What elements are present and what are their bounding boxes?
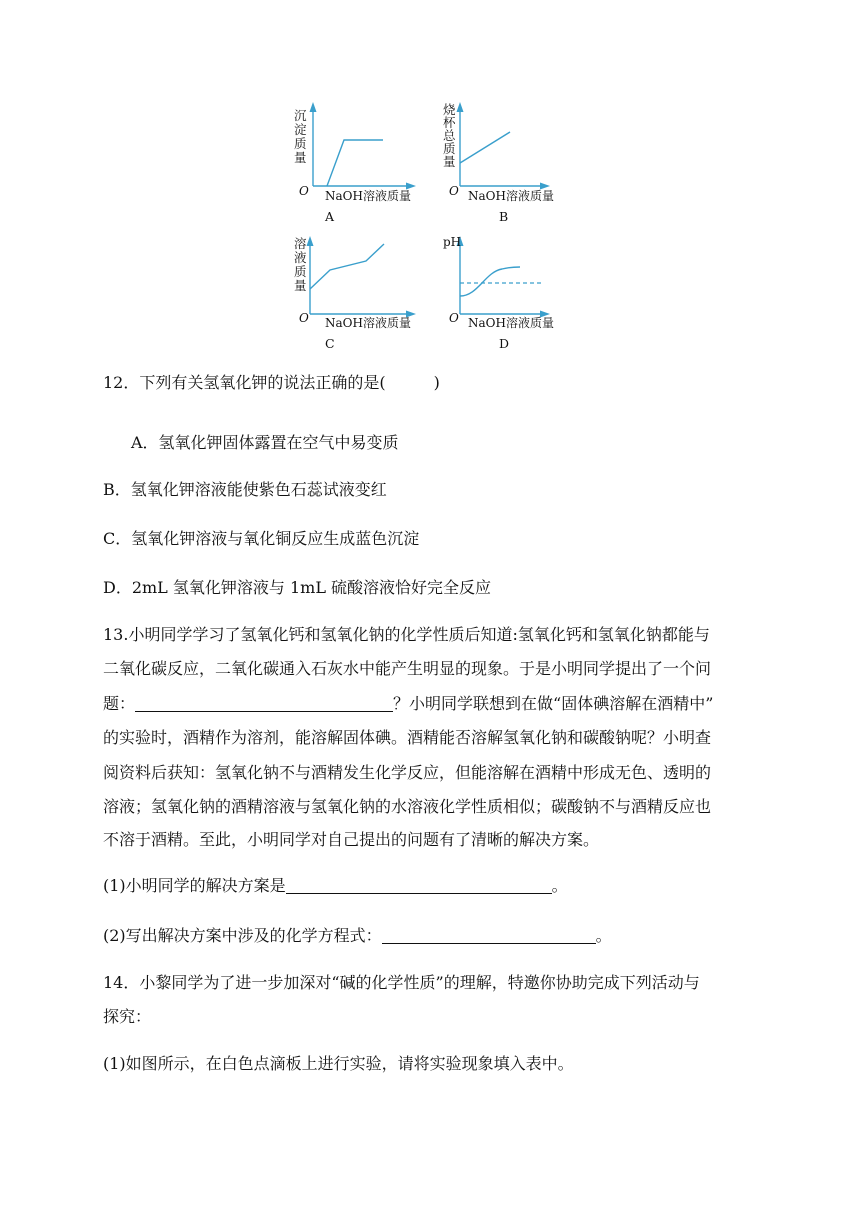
graph-c-xlabel: NaOH溶液质量 xyxy=(325,316,411,330)
graph-c-origin: O xyxy=(299,311,309,325)
q13-sub-2 xyxy=(103,926,612,946)
q13-sub-1 xyxy=(103,876,568,896)
graph-b-xlabel: NaOH溶液质量 xyxy=(468,189,554,203)
graph-a-curve xyxy=(327,140,383,186)
q13-line-3-start: 题： xyxy=(103,694,136,713)
graph-b xyxy=(443,102,554,224)
graph-d-xlabel: NaOH溶液质量 xyxy=(468,316,554,330)
graph-c xyxy=(294,236,416,350)
q13-line-4: 的实验时，酒精作为溶剂，能溶解固体碘。酒精能否溶解氢氧化钠和碳酸钠呢？小明查 xyxy=(103,728,712,747)
q14-line-1: 14．小黎同学为了进一步加深对“碱的化学性质”的理解，特邀你协助完成下列活动与 xyxy=(103,973,700,992)
q13-sub-2-end: 。 xyxy=(595,926,612,945)
q12-option-b: B．氢氧化钾溶液能使紫色石蕊试液变红 xyxy=(103,480,387,499)
graph-b-ylabel: 烧 杯 总 质 量 xyxy=(443,102,456,169)
q13-line-1: 13.小明同学学习了氢氧化钙和氢氧化钠的化学性质后知道:氢氧化钙和氢氧化钠都能与 xyxy=(103,625,710,644)
graph-c-label: C xyxy=(325,336,335,350)
q12-option-a: A．氢氧化钾固体露置在空气中易变质 xyxy=(131,433,399,452)
q13-line-3-end: ？小明同学联想到在做“固体碘溶解在酒精中” xyxy=(393,694,714,713)
q12-option-c: C．氢氧化钾溶液与氧化铜反应生成蓝色沉淀 xyxy=(103,529,420,548)
graph-a-y-arrow xyxy=(310,102,317,112)
graph-a xyxy=(294,102,416,224)
graph-a-label: A xyxy=(325,209,335,224)
q13-line-5: 阅资料后获知：氢氧化钠不与酒精发生化学反应，但能溶解在酒精中形成无色、透明的 xyxy=(103,763,712,782)
graph-c-curve xyxy=(310,244,384,289)
graph-a-ylabel: 沉 淀 质 量 xyxy=(294,108,307,165)
q13-solution-blank[interactable] xyxy=(286,877,552,894)
graph-d-label: D xyxy=(499,336,510,350)
graph-a-xlabel: NaOH溶液质量 xyxy=(325,189,411,203)
q13-line-2: 二氧化碳反应，二氧化碳通入石灰水中能产生明显的现象。于是小明同学提出了一个问 xyxy=(103,659,712,678)
q12-stem: 12．下列有关氢氧化钾的说法正确的是( ) xyxy=(103,373,440,392)
graph-a-origin: O xyxy=(299,184,309,198)
q13-line-3 xyxy=(103,694,713,714)
q12-option-d: D．2mL 氢氧化钾溶液与 1mL 硫酸溶液恰好完全反应 xyxy=(103,578,492,597)
graph-d-curve xyxy=(460,267,520,296)
graph-b-origin: O xyxy=(449,184,459,198)
reaction-graphs-figure xyxy=(280,100,580,350)
q14-line-2: 探究： xyxy=(103,1007,152,1026)
graph-b-label: B xyxy=(499,209,509,224)
graph-b-curve xyxy=(460,132,510,163)
q13-question-blank[interactable] xyxy=(135,695,393,712)
q13-line-7: 不溶于酒精。至此，小明同学对自己提出的问题有了清晰的解决方案。 xyxy=(103,830,600,849)
q13-sub-1-text: (1)小明同学的解决方案是 xyxy=(103,876,286,895)
q14-sub-1: (1)如图所示，在白色点滴板上进行实验，请将实验现象填入表中。 xyxy=(103,1054,574,1073)
graph-c-ylabel: 溶 液 质 量 xyxy=(294,236,307,293)
q13-equation-blank[interactable] xyxy=(382,927,596,944)
graph-d-origin: O xyxy=(449,311,459,325)
q13-sub-1-end: 。 xyxy=(551,876,568,895)
graph-d xyxy=(443,235,554,350)
graph-d-ylabel: pH xyxy=(443,235,462,249)
q13-line-6: 溶液；氢氧化钠的酒精溶液与氢氧化钠的水溶液化学性质相似；碳酸钠不与酒精反应也 xyxy=(103,797,712,816)
q13-sub-2-text: (2)写出解决方案中涉及的化学方程式： xyxy=(103,926,382,945)
